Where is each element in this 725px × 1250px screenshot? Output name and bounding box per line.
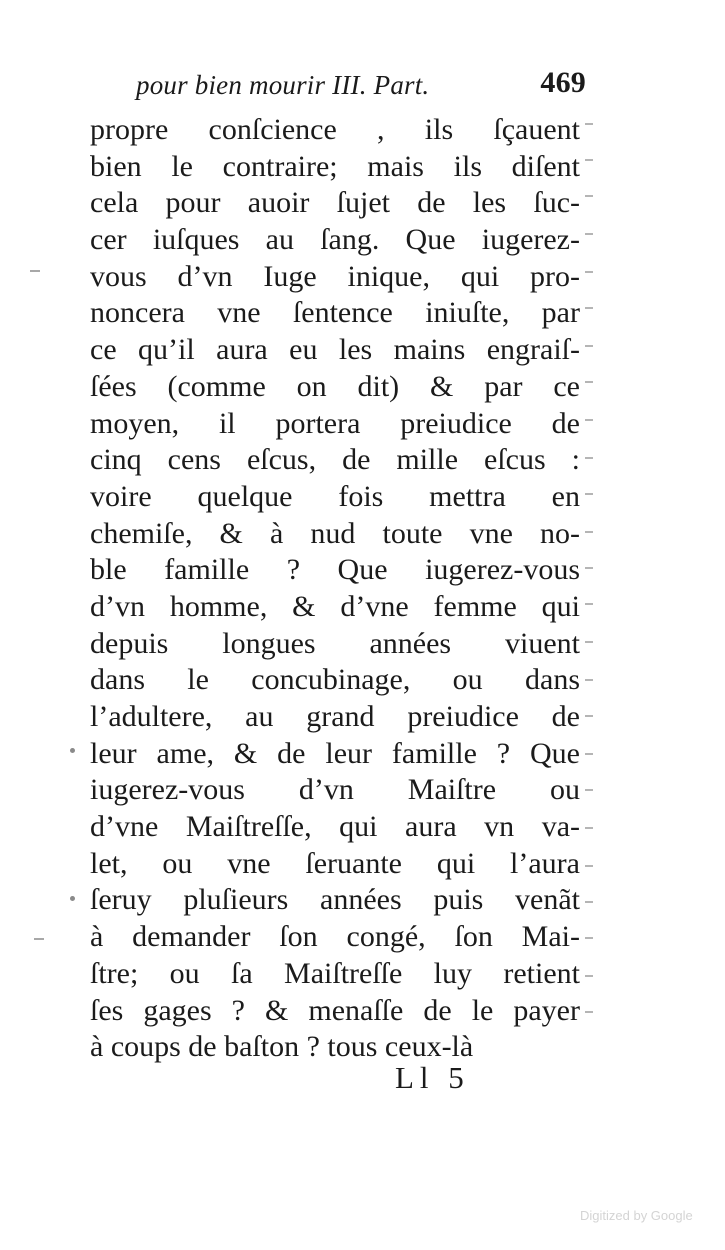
text-line: ſes gages ? & menaſſe de le payer (90, 993, 580, 1027)
text-line: d’vne Maiſtreſſe, qui aura vn va- (90, 810, 580, 844)
text-line: cer iuſques au ſang. Que iugerez- (90, 223, 580, 257)
text-line: cinq cens eſcus, de mille eſcus : (90, 443, 580, 477)
margin-mark (70, 896, 75, 901)
text-line: dans le concubinage, ou dans (90, 663, 580, 697)
watermark: Digitized by Google (580, 1208, 693, 1223)
text-line: chemiſe, & à nud toute vne no- (90, 516, 580, 550)
text-line: bien le contraire; mais ils diſent (90, 149, 580, 183)
text-line: l’adultere, au grand preiudice de (90, 700, 580, 733)
text-line: leur ame, & de leur famille ? Que (90, 736, 580, 770)
text-line: noncera vne ſentence iniuſte, par (90, 296, 580, 330)
text-line: depuis longues années viuent (90, 626, 580, 660)
text-line: ſeruy pluſieurs années puis venãt (90, 883, 580, 917)
margin-mark (34, 938, 44, 940)
body-text (90, 112, 580, 1066)
text-line: ſtre; ou ſa Maiſtreſſe luy retient (90, 956, 580, 990)
margin-mark (30, 270, 40, 272)
text-line: moyen, il portera preiudice de (90, 406, 580, 440)
text-line: à demander ſon congé, ſon Mai- (90, 920, 580, 954)
text-line: à coups de baſton ? tous ceux-là (90, 1030, 474, 1064)
text-line: d’vn homme, & d’vne femme qui (90, 589, 580, 623)
text-line: iugerez-vous d’vn Maiſtre ou (90, 773, 580, 807)
text-line: vous d’vn Iuge inique, qui pro- (90, 259, 580, 293)
text-line: voire quelque fois mettra en (90, 479, 580, 513)
show-through-marks (585, 85, 605, 1065)
running-head-title: pour bien mourir III. Part. (136, 70, 430, 100)
margin-mark (70, 748, 75, 753)
page-number: 469 (540, 66, 586, 99)
signature-mark: Ll 5 (395, 1060, 470, 1095)
text-line: propre conſcience , ils ſçauent (90, 113, 580, 146)
running-head (136, 66, 586, 106)
text-line: ble famille ? Que iugerez-vous (90, 553, 580, 587)
text-line: let, ou vne ſeruante qui l’aura (90, 846, 580, 880)
text-line: ce qu’il aura eu les mains engraiſ- (90, 333, 580, 367)
text-line: ſées (comme on dit) & par ce (90, 369, 580, 403)
text-line: cela pour auoir ſujet de les ſuc- (90, 186, 580, 220)
